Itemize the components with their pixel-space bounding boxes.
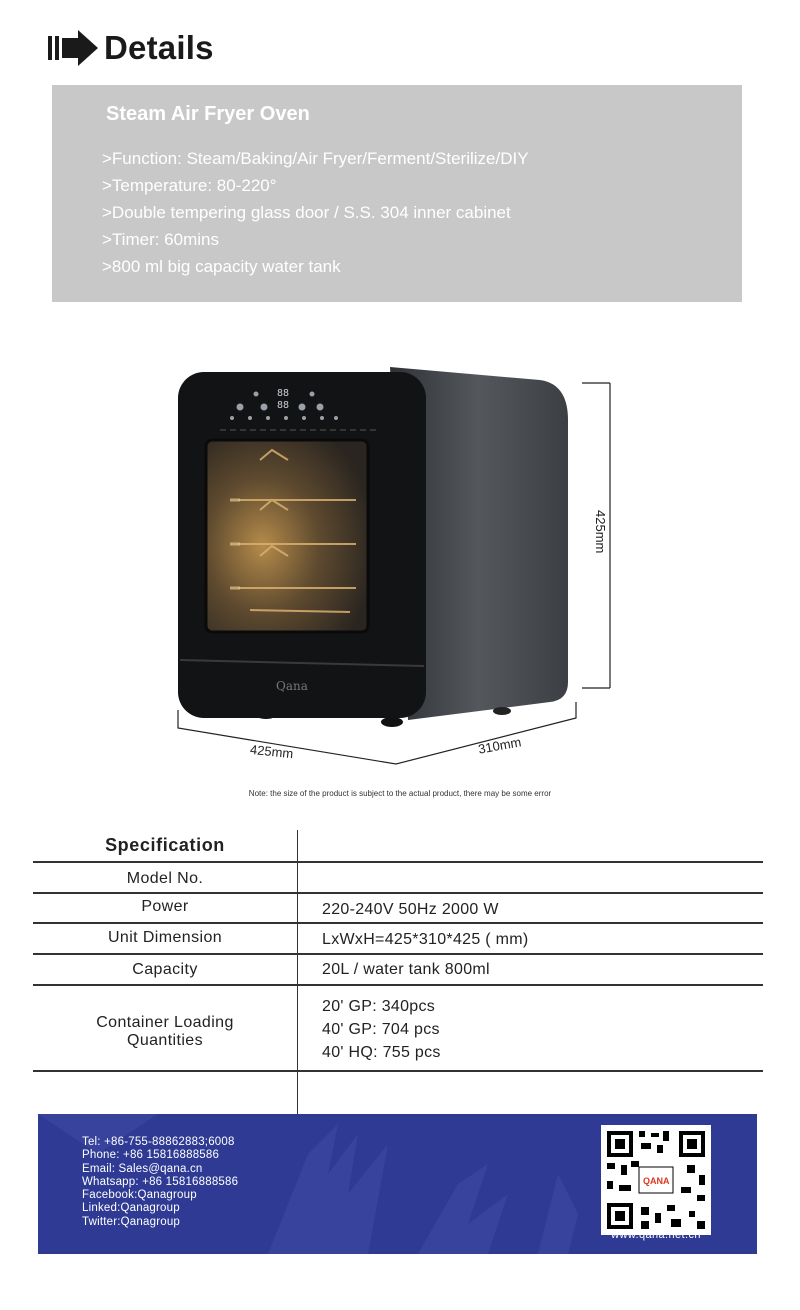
- display-digits: 88: [277, 400, 290, 411]
- contact-phone: Phone: +86 15816888586: [82, 1149, 220, 1162]
- product-illustration: [160, 360, 640, 780]
- row-value-power: 220-240V 50Hz 2000 W: [322, 901, 499, 918]
- table-rule: [33, 922, 763, 924]
- website-link[interactable]: www.qana.net.cn: [611, 1229, 701, 1241]
- page-title: Details: [104, 29, 214, 66]
- row-label-model: Model No.: [126, 870, 204, 887]
- feature-item: >Temperature: 80-220°: [102, 176, 277, 195]
- row-value-dimension: LxWxH=425*310*425 ( mm): [322, 931, 529, 948]
- contact-footer: [38, 1114, 757, 1254]
- height-dimension: 425mm: [593, 510, 608, 554]
- section-header: [48, 26, 214, 70]
- features-panel: [52, 85, 742, 302]
- contact-whatsapp: Whatsapp: +86 15816888586: [82, 1175, 239, 1188]
- feature-list: [102, 145, 529, 280]
- row-value-capacity: 20L / water tank 800ml: [322, 961, 490, 978]
- table-rule: [33, 1070, 763, 1072]
- contact-list: [82, 1136, 238, 1229]
- oven-image: [160, 360, 640, 780]
- row-value-loading-3: 40' HQ: 755 pcs: [322, 1044, 441, 1061]
- spec-title: Specification: [105, 835, 225, 855]
- brand-logo: Qana: [276, 679, 308, 693]
- display-digits: 88: [277, 388, 290, 399]
- feature-item: >Timer: 60mins: [102, 230, 219, 249]
- row-label-power: Power: [141, 898, 189, 915]
- row-value-loading-1: 20' GP: 340pcs: [322, 998, 436, 1015]
- contact-tel: Tel: +86-755-88862883;6008: [82, 1136, 235, 1148]
- size-note: Note: the size of the product is subject to the actual product, there may be some error: [248, 789, 552, 798]
- row-label-capacity: Capacity: [132, 961, 198, 978]
- qr-code-icon: [601, 1125, 711, 1235]
- product-name: Steam Air Fryer Oven: [106, 103, 310, 125]
- row-value-loading-2: 40' GP: 704 pcs: [322, 1021, 440, 1038]
- width-dimension: 425mm: [249, 741, 295, 762]
- qr-logo: QANA: [643, 1176, 670, 1186]
- spec-table: [33, 830, 763, 1120]
- table-rule: [33, 953, 763, 955]
- contact-email: Email: Sales@qana.cn: [82, 1162, 203, 1175]
- contact-facebook: Facebook:Qanagroup: [82, 1189, 197, 1202]
- arrow-icon: [48, 28, 100, 68]
- feature-item: >Double tempering glass door / S.S. 304 inner cabinet: [102, 203, 511, 222]
- row-label-loading: Container Loading Quantities: [96, 1014, 234, 1049]
- row-label-dimension: Unit Dimension: [107, 929, 223, 946]
- contact-twitter: Twitter:Qanagroup: [82, 1215, 181, 1228]
- depth-dimension: 310mm: [477, 734, 523, 757]
- table-rule: [33, 984, 763, 986]
- table-rule: [33, 892, 763, 894]
- feature-item: >800 ml big capacity water tank: [102, 257, 341, 276]
- table-divider: [297, 830, 298, 1120]
- feature-item: >Function: Steam/Baking/Air Fryer/Ferment/Sterilize/DIY: [102, 149, 529, 168]
- contact-linkedin: Linked:Qanagroup: [82, 1202, 180, 1215]
- table-rule: [33, 861, 763, 863]
